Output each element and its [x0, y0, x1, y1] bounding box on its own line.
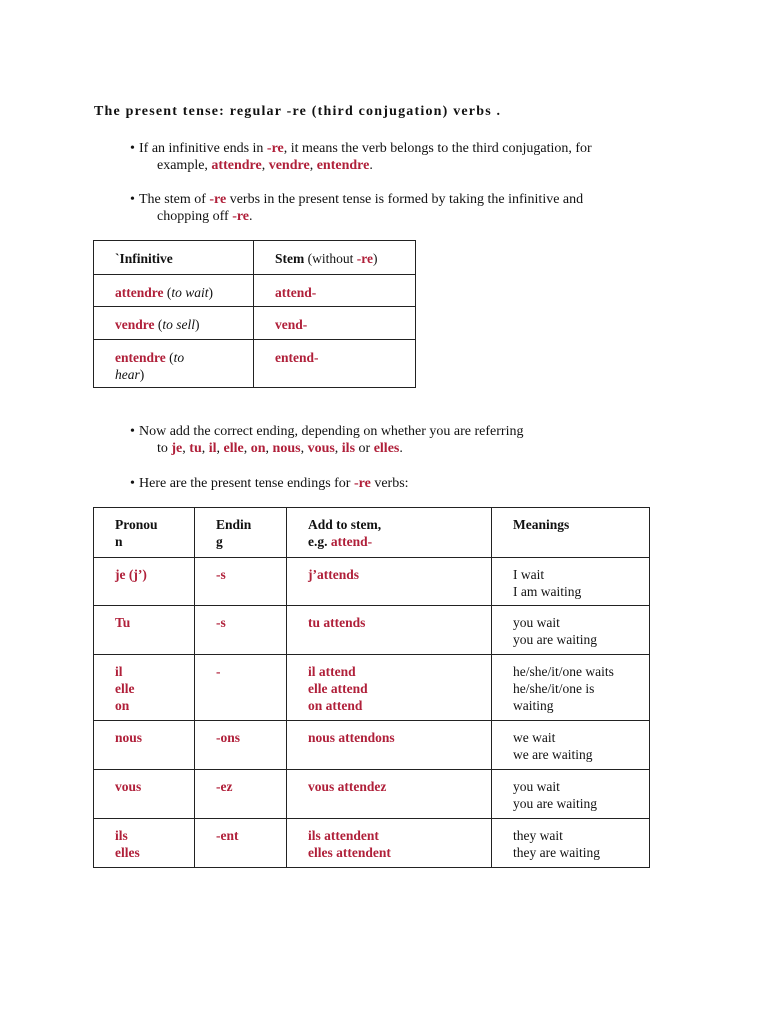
text: Stem — [275, 251, 305, 266]
table-row — [94, 770, 650, 819]
form-cell — [287, 819, 492, 868]
bullet-endings-intro — [130, 475, 659, 492]
text: you are waiting — [513, 632, 597, 647]
text: , — [243, 441, 251, 456]
table-header-row — [94, 508, 650, 558]
text: elle attend — [308, 681, 368, 696]
text: to — [157, 441, 172, 456]
pronoun: elle — [223, 441, 244, 456]
text: , — [300, 441, 308, 456]
form-cell — [287, 770, 492, 819]
text: The stem of — [139, 192, 210, 207]
text: we wait — [513, 730, 556, 745]
text: Here are the present tense endings for — [139, 476, 354, 491]
text: nous — [115, 730, 143, 745]
bullet-dot: • — [130, 424, 135, 439]
bullet-add-ending — [130, 423, 659, 457]
meaning-cell — [492, 606, 650, 655]
table-row — [94, 721, 650, 770]
ending-cell: -s — [195, 558, 287, 606]
text: you wait — [513, 779, 560, 794]
re-ending: -re — [232, 209, 250, 224]
table-row — [94, 606, 650, 655]
meaning-cell — [492, 770, 650, 819]
text: , — [182, 441, 190, 456]
text: Tu — [115, 615, 131, 630]
text: Add to stem, — [308, 517, 382, 532]
text: vous — [115, 779, 142, 794]
table-header-row — [94, 241, 416, 275]
text: e.g. — [308, 534, 331, 549]
stem-cell: attend- — [254, 275, 416, 307]
form-cell — [287, 655, 492, 721]
text: tu attends — [308, 615, 366, 630]
text: vous attendez — [308, 779, 387, 794]
meaning-cell — [492, 721, 650, 770]
table-row — [94, 275, 416, 307]
header-stem — [254, 241, 416, 275]
text: elles — [115, 845, 140, 860]
text: , — [216, 441, 224, 456]
header-add-to-stem — [287, 508, 492, 558]
pronoun-cell — [94, 558, 195, 606]
example-verb: attendre — [211, 158, 262, 173]
header-meanings: Meanings — [492, 508, 650, 558]
pronoun-cell — [94, 606, 195, 655]
form-cell — [287, 606, 492, 655]
bullet-stem-formation — [130, 191, 659, 225]
pronoun-cell — [94, 655, 195, 721]
text: g — [216, 534, 223, 549]
text: , — [261, 158, 269, 173]
verb: attendre — [115, 285, 164, 300]
text: ils — [115, 828, 128, 843]
text: ( — [154, 317, 163, 332]
text: we are waiting — [513, 747, 593, 762]
table-row — [94, 307, 416, 340]
ending-cell: -ons — [195, 721, 287, 770]
stem-cell: vend- — [254, 307, 416, 340]
text: , — [201, 441, 209, 456]
text: . — [249, 209, 253, 224]
meaning-cell — [492, 558, 650, 606]
text: elles attendent — [308, 845, 391, 860]
bullet-third-conjugation — [130, 140, 659, 174]
text: verbs in the present tense is formed by taking the infinitive and — [226, 192, 584, 207]
text: elle — [115, 681, 135, 696]
text: j’attends — [308, 567, 359, 582]
text: Now add the correct ending, depending on whether you are referring — [139, 424, 524, 439]
text: . — [399, 441, 403, 456]
text: If an infinitive ends in — [139, 141, 267, 156]
text: you are waiting — [513, 796, 597, 811]
text: Pronou — [115, 517, 158, 532]
meaning-cell — [492, 819, 650, 868]
bullet-dot: • — [130, 192, 135, 207]
meaning: to sell — [162, 317, 195, 332]
bullet-line-2 — [139, 440, 659, 457]
text: il — [115, 664, 123, 679]
stem-cell: entend- — [254, 340, 416, 388]
text: waiting — [513, 698, 554, 713]
ending-cell: -ez — [195, 770, 287, 819]
ending-cell: -ent — [195, 819, 287, 868]
text: . — [369, 158, 373, 173]
infinitive-cell — [94, 340, 254, 388]
table-row — [94, 819, 650, 868]
re-ending: -re — [209, 192, 227, 207]
bullet-line-2 — [139, 157, 659, 174]
text: they are waiting — [513, 845, 600, 860]
pronoun-cell — [94, 770, 195, 819]
text: Endin — [216, 517, 252, 532]
ending-cell: -s — [195, 606, 287, 655]
text: ils attendent — [308, 828, 379, 843]
page-title: The present tense: regular -re (third conjugation) verbs . — [94, 104, 502, 119]
text: I am waiting — [513, 584, 582, 599]
text: , — [309, 158, 317, 173]
text: you wait — [513, 615, 560, 630]
text: ) — [195, 317, 200, 332]
ending-cell: - — [195, 655, 287, 721]
text: or — [355, 441, 374, 456]
pronoun: ils — [341, 441, 356, 456]
text: ( — [163, 285, 172, 300]
text: ) — [373, 251, 378, 266]
pronoun: vous — [307, 441, 335, 456]
text: example, — [157, 158, 212, 173]
stem-table — [93, 240, 416, 388]
text: he/she/it/one is — [513, 681, 595, 696]
meaning: hear — [115, 367, 140, 382]
text: il attend — [308, 664, 356, 679]
example-verb: entendre — [316, 158, 370, 173]
text: on — [115, 698, 130, 713]
text: n — [115, 534, 123, 549]
header-ending — [195, 508, 287, 558]
meaning: to wait — [171, 285, 209, 300]
text: ) — [139, 367, 145, 382]
text: je (j’) — [115, 567, 147, 582]
text: they wait — [513, 828, 563, 843]
text: ( — [165, 350, 174, 365]
header-infinitive: `Infinitive — [94, 241, 254, 275]
text: (without — [304, 251, 357, 266]
bullet-dot: • — [130, 141, 135, 156]
pronoun: nous — [272, 441, 301, 456]
pronoun: il — [208, 441, 217, 456]
header-pronoun — [94, 508, 195, 558]
re-ending: -re — [356, 251, 373, 266]
pronoun: on — [250, 441, 266, 456]
text: on attend — [308, 698, 363, 713]
meaning: to — [173, 350, 185, 365]
verb: vendre — [115, 317, 155, 332]
table-row — [94, 655, 650, 721]
endings-table — [93, 507, 650, 868]
stem-example: attend- — [330, 534, 373, 549]
text: , — [265, 441, 273, 456]
pronoun: je — [171, 441, 183, 456]
text: he/she/it/one waits — [513, 664, 614, 679]
table-row — [94, 558, 650, 606]
pronoun-cell — [94, 721, 195, 770]
table-row — [94, 340, 416, 388]
form-cell — [287, 558, 492, 606]
re-ending: -re — [266, 141, 284, 156]
meaning-cell — [492, 655, 650, 721]
verb: entendre — [115, 350, 166, 365]
pronoun: elles — [373, 441, 400, 456]
text: nous attendons — [308, 730, 395, 745]
bullet-dot: • — [130, 476, 135, 491]
infinitive-cell — [94, 275, 254, 307]
form-cell — [287, 721, 492, 770]
text: ) — [208, 285, 214, 300]
text: verbs: — [370, 476, 409, 491]
re-ending: -re — [353, 476, 371, 491]
text: , it means the verb belongs to the third conjugation, for — [283, 141, 592, 156]
pronoun: tu — [189, 441, 202, 456]
infinitive-cell — [94, 307, 254, 340]
text: chopping off — [157, 209, 233, 224]
example-verb: vendre — [268, 158, 310, 173]
text: , — [334, 441, 342, 456]
bullet-line-2 — [139, 208, 659, 225]
pronoun-cell — [94, 819, 195, 868]
text: I wait — [513, 567, 545, 582]
